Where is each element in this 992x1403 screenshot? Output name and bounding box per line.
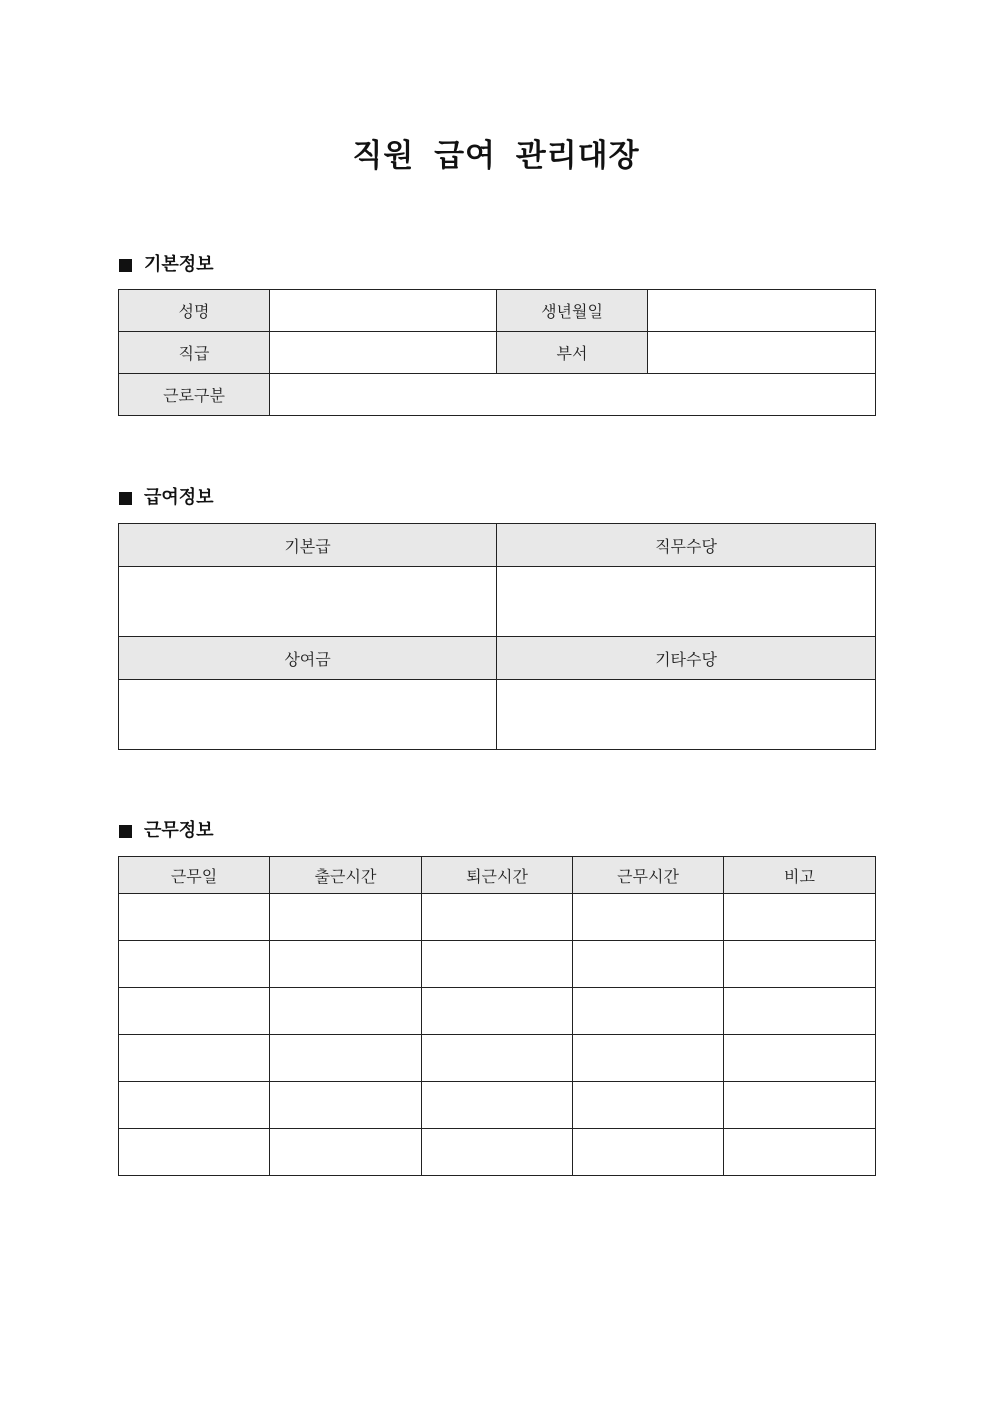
square-bullet-icon — [119, 492, 132, 505]
column-header-work-hours: 근무시간 — [573, 857, 724, 894]
basic-info-table — [118, 289, 876, 416]
table-row — [119, 637, 876, 680]
square-bullet-icon — [119, 825, 132, 838]
table-row — [119, 374, 876, 416]
rank-label: 직급 — [119, 332, 270, 374]
pay-info-table — [118, 523, 876, 750]
table-row — [119, 524, 876, 567]
dept-label: 부서 — [497, 332, 648, 374]
work-hours-cell[interactable] — [573, 1129, 724, 1176]
duty-allowance-label: 직무수당 — [497, 524, 876, 567]
clock-in-cell[interactable] — [270, 894, 422, 941]
remarks-cell[interactable] — [724, 988, 876, 1035]
clock-out-cell[interactable] — [422, 941, 573, 988]
section-heading-basic — [119, 253, 214, 277]
base-pay-label: 기본급 — [119, 524, 497, 567]
work-date-cell[interactable] — [119, 1129, 270, 1176]
section-heading-work-label: 근무정보 — [144, 820, 214, 841]
square-bullet-icon — [119, 259, 132, 272]
duty-allowance-field[interactable] — [497, 567, 876, 637]
section-heading-work — [119, 819, 214, 843]
document-title: 직원 급여 관리대장 — [352, 138, 640, 174]
base-pay-field[interactable] — [119, 567, 497, 637]
section-heading-pay — [119, 486, 214, 510]
work-hours-cell[interactable] — [573, 941, 724, 988]
bonus-label: 상여금 — [119, 637, 497, 680]
table-row — [119, 1035, 876, 1082]
remarks-cell[interactable] — [724, 894, 876, 941]
work-hours-cell[interactable] — [573, 988, 724, 1035]
table-row — [119, 332, 876, 374]
clock-out-cell[interactable] — [422, 1035, 573, 1082]
birth-label: 생년월일 — [497, 290, 648, 332]
work-info-table — [118, 856, 876, 1176]
work-date-cell[interactable] — [119, 941, 270, 988]
clock-out-cell[interactable] — [422, 988, 573, 1035]
section-heading-basic-label: 기본정보 — [144, 254, 214, 275]
table-row — [119, 567, 876, 637]
rank-field[interactable] — [270, 332, 497, 374]
clock-in-cell[interactable] — [270, 1035, 422, 1082]
work-date-cell[interactable] — [119, 1082, 270, 1129]
work-date-cell[interactable] — [119, 1035, 270, 1082]
clock-in-cell[interactable] — [270, 1082, 422, 1129]
remarks-cell[interactable] — [724, 1129, 876, 1176]
table-row — [119, 988, 876, 1035]
table-row — [119, 894, 876, 941]
other-allowance-field[interactable] — [497, 680, 876, 750]
bonus-field[interactable] — [119, 680, 497, 750]
table-row — [119, 680, 876, 750]
work-rows — [119, 894, 876, 1176]
remarks-cell[interactable] — [724, 941, 876, 988]
work-hours-cell[interactable] — [573, 1082, 724, 1129]
table-header-row — [119, 857, 876, 894]
work-type-field[interactable] — [270, 374, 876, 416]
remarks-cell[interactable] — [724, 1035, 876, 1082]
column-header-clock-out: 퇴근시간 — [422, 857, 573, 894]
clock-in-cell[interactable] — [270, 1129, 422, 1176]
work-hours-cell[interactable] — [573, 1035, 724, 1082]
section-heading-pay-label: 급여정보 — [144, 487, 214, 508]
dept-field[interactable] — [648, 332, 876, 374]
clock-out-cell[interactable] — [422, 1082, 573, 1129]
table-row — [119, 290, 876, 332]
table-row — [119, 1082, 876, 1129]
clock-in-cell[interactable] — [270, 941, 422, 988]
name-label: 성명 — [119, 290, 270, 332]
clock-out-cell[interactable] — [422, 1129, 573, 1176]
clock-in-cell[interactable] — [270, 988, 422, 1035]
other-allowance-label: 기타수당 — [497, 637, 876, 680]
work-hours-cell[interactable] — [573, 894, 724, 941]
work-type-label: 근로구분 — [119, 374, 270, 416]
work-date-cell[interactable] — [119, 988, 270, 1035]
column-header-remarks: 비고 — [724, 857, 876, 894]
column-header-clock-in: 출근시간 — [270, 857, 422, 894]
remarks-cell[interactable] — [724, 1082, 876, 1129]
table-row — [119, 1129, 876, 1176]
column-header-work-date: 근무일 — [119, 857, 270, 894]
clock-out-cell[interactable] — [422, 894, 573, 941]
birth-field[interactable] — [648, 290, 876, 332]
table-row — [119, 941, 876, 988]
work-date-cell[interactable] — [119, 894, 270, 941]
name-field[interactable] — [270, 290, 497, 332]
